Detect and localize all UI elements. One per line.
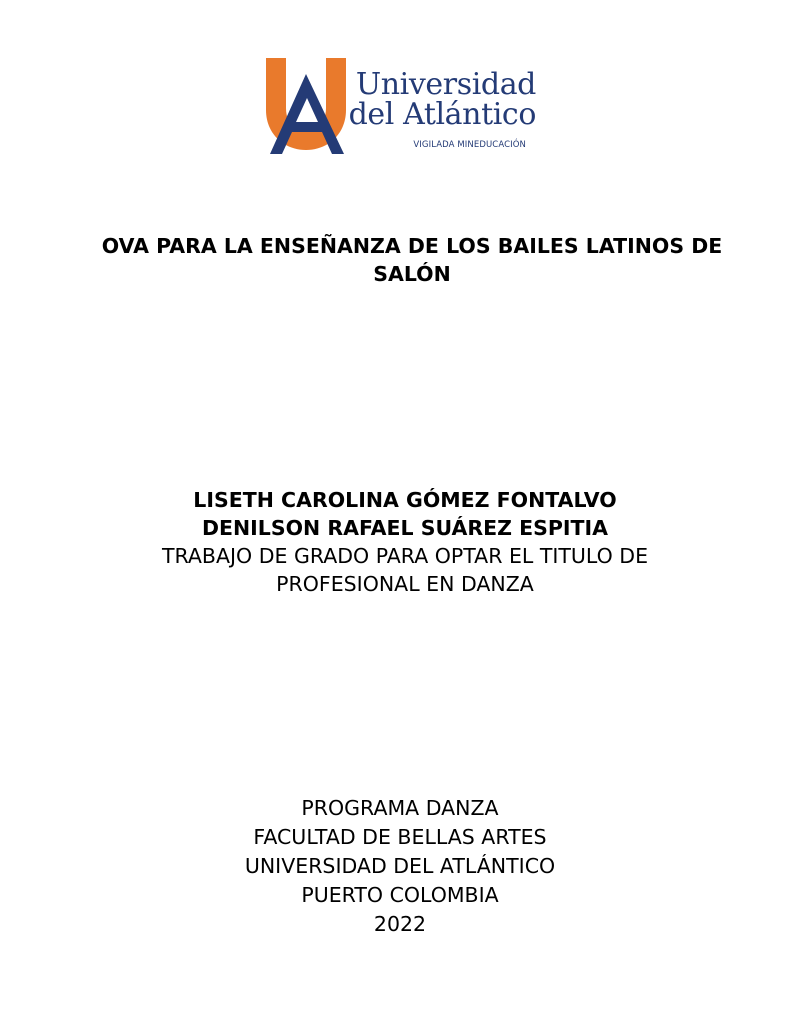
degree-purpose-line1: TRABAJO DE GRADO PARA OPTAR EL TITULO DE bbox=[161, 544, 649, 568]
logo-tagline: VIGILADA MINEDUCACIÓN bbox=[413, 140, 526, 150]
document-title-line2: SALÓN bbox=[373, 262, 451, 286]
author-name-2: DENILSON RAFAEL SUÁREZ ESPITIA bbox=[201, 516, 609, 540]
year: 2022 bbox=[373, 912, 427, 936]
city-name: PUERTO COLOMBIA bbox=[301, 883, 499, 907]
university-logo bbox=[262, 54, 534, 158]
program-name: PROGRAMA DANZA bbox=[301, 796, 499, 820]
document-title bbox=[80, 232, 744, 288]
logo-wordmark-line1: Universidad bbox=[355, 67, 536, 102]
logo-wordmark bbox=[346, 67, 536, 132]
university-name: UNIVERSIDAD DEL ATLÁNTICO bbox=[244, 854, 556, 878]
university-emblem-icon bbox=[262, 54, 352, 158]
document-title-line1: OVA PARA LA ENSEÑANZA DE LOS BAILES LATINOS DE bbox=[101, 234, 723, 258]
degree-purpose-line2: PROFESIONAL EN DANZA bbox=[276, 572, 534, 596]
faculty-name: FACULTAD DE BELLAS ARTES bbox=[253, 825, 547, 849]
logo-wordmark-line2: del Atlántico bbox=[348, 97, 536, 132]
authors-block bbox=[50, 486, 760, 598]
author-name-1: LISETH CAROLINA GÓMEZ FONTALVO bbox=[193, 488, 617, 512]
institution-block bbox=[50, 794, 750, 939]
